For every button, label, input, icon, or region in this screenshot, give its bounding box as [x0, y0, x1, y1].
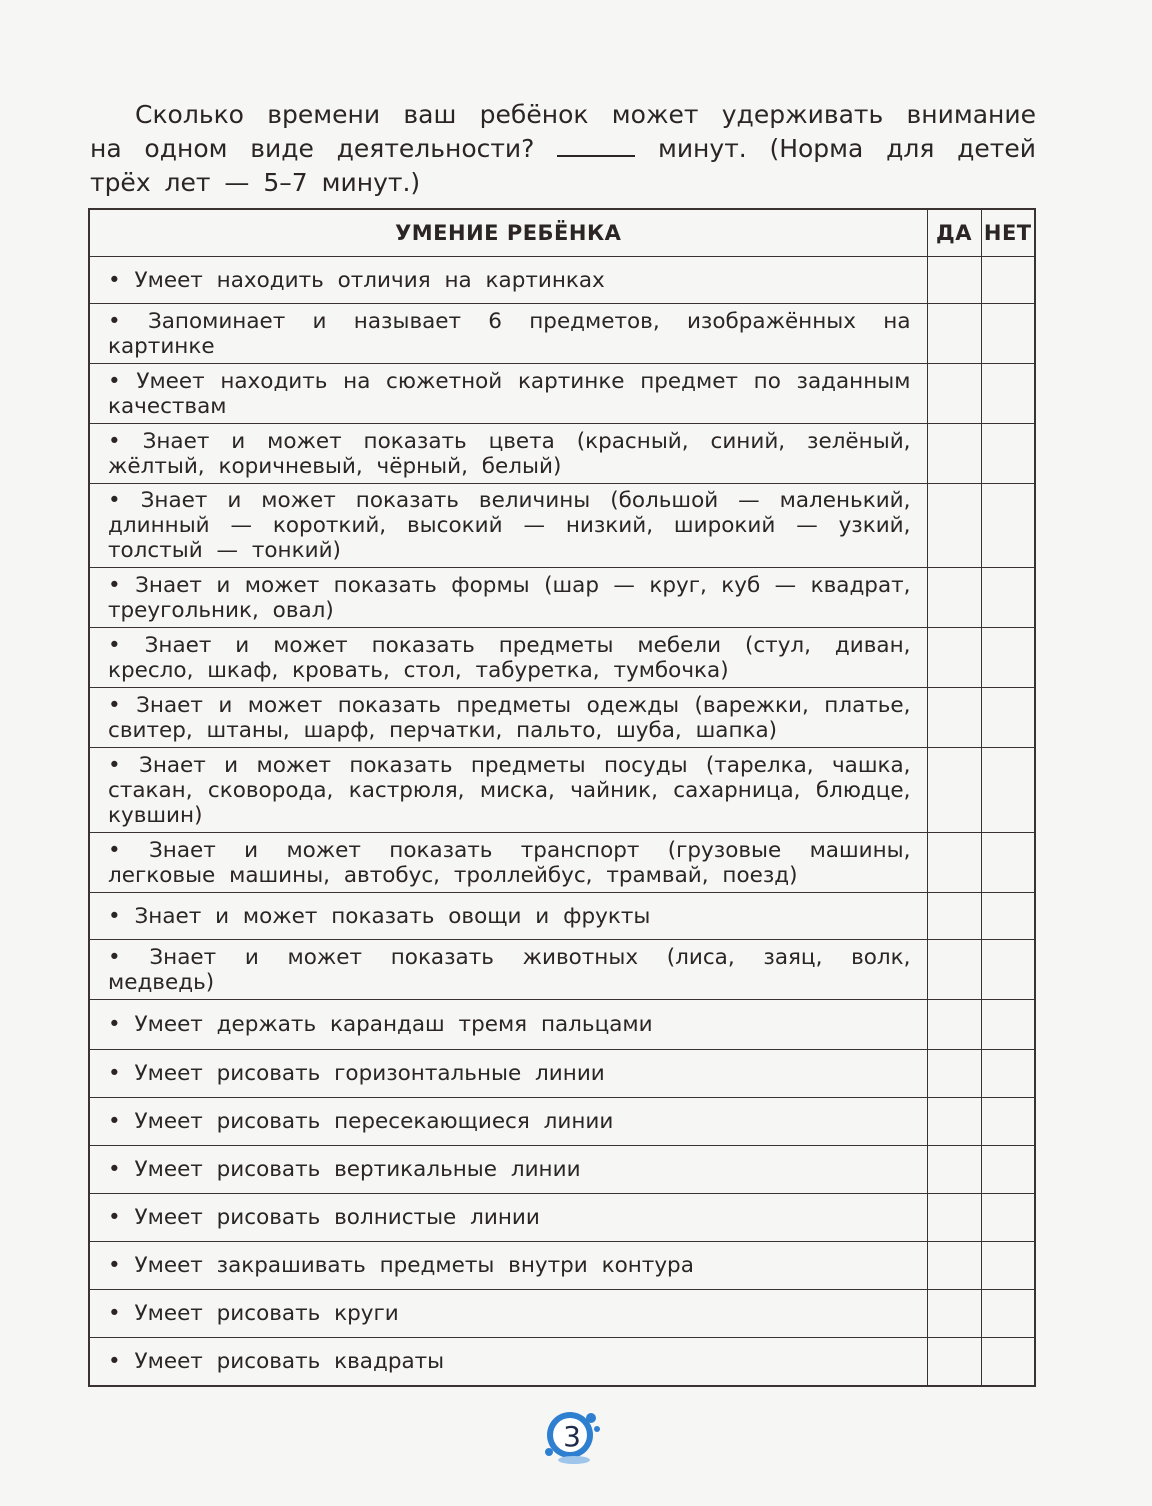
- table-row: [89, 893, 1035, 940]
- intro-line-2: [90, 132, 1036, 166]
- page-number: 3: [563, 1420, 581, 1453]
- table-row: [89, 568, 1035, 628]
- skill-text: • Умеет рисовать волнистые линии: [89, 1194, 927, 1242]
- table-row: [89, 628, 1035, 688]
- intro-line-1: Сколько времени ваш ребёнок может удерживать внимание: [135, 100, 1036, 129]
- yes-checkbox-cell[interactable]: [927, 1290, 981, 1338]
- header-skill: УМЕНИЕ РЕБЁНКА: [89, 209, 927, 257]
- yes-checkbox-cell[interactable]: [927, 1098, 981, 1146]
- no-checkbox-cell[interactable]: [981, 1050, 1035, 1098]
- skill-text: • Знает и может показать формы (шар — круг, куб — квадрат, треугольник, овал): [89, 568, 927, 628]
- no-checkbox-cell[interactable]: [981, 1338, 1035, 1386]
- yes-checkbox-cell[interactable]: [927, 1338, 981, 1386]
- skill-text: • Умеет находить на сюжетной картинке предмет по заданным качествам: [89, 364, 927, 424]
- table-row: [89, 833, 1035, 893]
- yes-checkbox-cell[interactable]: [927, 748, 981, 833]
- no-checkbox-cell[interactable]: [981, 257, 1035, 304]
- skills-table: [88, 208, 1036, 1387]
- table-row: [89, 1290, 1035, 1338]
- yes-checkbox-cell[interactable]: [927, 940, 981, 1000]
- yes-checkbox-cell[interactable]: [927, 484, 981, 568]
- yes-checkbox-cell[interactable]: [927, 1146, 981, 1194]
- table-row: [89, 257, 1035, 304]
- table-row: [89, 364, 1035, 424]
- yes-checkbox-cell[interactable]: [927, 568, 981, 628]
- no-checkbox-cell[interactable]: [981, 688, 1035, 748]
- no-checkbox-cell[interactable]: [981, 893, 1035, 940]
- skill-text: • Умеет закрашивать предметы внутри контура: [89, 1242, 927, 1290]
- skill-text: • Умеет рисовать горизонтальные линии: [89, 1050, 927, 1098]
- header-no: НЕТ: [981, 209, 1035, 257]
- no-checkbox-cell[interactable]: [981, 1000, 1035, 1050]
- skill-text: • Знает и может показать транспорт (грузовые машины, легковые машины, автобус, троллейбус, трамвай, поезд): [89, 833, 927, 893]
- yes-checkbox-cell[interactable]: [927, 1050, 981, 1098]
- yes-checkbox-cell[interactable]: [927, 628, 981, 688]
- table-row: [89, 1194, 1035, 1242]
- skill-text: • Умеет рисовать пересекающиеся линии: [89, 1098, 927, 1146]
- no-checkbox-cell[interactable]: [981, 484, 1035, 568]
- no-checkbox-cell[interactable]: [981, 748, 1035, 833]
- no-checkbox-cell[interactable]: [981, 628, 1035, 688]
- no-checkbox-cell[interactable]: [981, 304, 1035, 364]
- no-checkbox-cell[interactable]: [981, 1194, 1035, 1242]
- yes-checkbox-cell[interactable]: [927, 364, 981, 424]
- table-row: [89, 1098, 1035, 1146]
- table-row: [89, 304, 1035, 364]
- skill-text: • Знает и может показать предметы посуды (тарелка, чашка, стакан, сковорода, кастрюля, миска, чайник, сахарница, блюдце, кувшин): [89, 748, 927, 833]
- skill-text: • Запоминает и называет 6 предметов, изображённых на картинке: [89, 304, 927, 364]
- no-checkbox-cell[interactable]: [981, 833, 1035, 893]
- table-row: [89, 688, 1035, 748]
- table-row: [89, 484, 1035, 568]
- intro-line-2-end: минут. (Норма для детей: [657, 134, 1036, 163]
- yes-checkbox-cell[interactable]: [927, 1000, 981, 1050]
- no-checkbox-cell[interactable]: [981, 568, 1035, 628]
- skill-text: • Умеет находить отличия на картинках: [89, 257, 927, 304]
- no-checkbox-cell[interactable]: [981, 1290, 1035, 1338]
- minutes-blank-field[interactable]: [557, 135, 635, 157]
- table-row: [89, 940, 1035, 1000]
- intro-line-2-start: на одном виде деятельности?: [90, 134, 535, 163]
- table-row: [89, 1146, 1035, 1194]
- skill-text: • Знает и может показать овощи и фрукты: [89, 893, 927, 940]
- skill-text: • Знает и может показать величины (большой — маленький, длинный — короткий, высокий — низкий, широкий — узкий, толстый — тонкий): [89, 484, 927, 568]
- skill-text: • Знает и может показать цвета (красный, синий, зелёный, жёлтый, коричневый, чёрный, белый): [89, 424, 927, 484]
- yes-checkbox-cell[interactable]: [927, 257, 981, 304]
- table-row: [89, 1000, 1035, 1050]
- page-number-badge: [534, 1408, 610, 1466]
- intro-line-3: трёх лет — 5–7 минут.): [90, 168, 421, 197]
- header-yes: ДА: [927, 209, 981, 257]
- no-checkbox-cell[interactable]: [981, 940, 1035, 1000]
- no-checkbox-cell[interactable]: [981, 364, 1035, 424]
- skill-text: • Умеет держать карандаш тремя пальцами: [89, 1000, 927, 1050]
- table-header-row: [89, 209, 1035, 257]
- skill-text: • Умеет рисовать вертикальные линии: [89, 1146, 927, 1194]
- yes-checkbox-cell[interactable]: [927, 893, 981, 940]
- yes-checkbox-cell[interactable]: [927, 304, 981, 364]
- yes-checkbox-cell[interactable]: [927, 833, 981, 893]
- no-checkbox-cell[interactable]: [981, 1242, 1035, 1290]
- skill-text: • Знает и может показать предметы одежды (варежки, платье, свитер, штаны, шарф, перчатки, пальто, шуба, шапка): [89, 688, 927, 748]
- skill-text: • Умеет рисовать круги: [89, 1290, 927, 1338]
- table-row: [89, 748, 1035, 833]
- skill-text: • Знает и может показать предметы мебели (стул, диван, кресло, шкаф, кровать, стол, табуретка, тумбочка): [89, 628, 927, 688]
- table-row: [89, 424, 1035, 484]
- yes-checkbox-cell[interactable]: [927, 1194, 981, 1242]
- yes-checkbox-cell[interactable]: [927, 1242, 981, 1290]
- yes-checkbox-cell[interactable]: [927, 688, 981, 748]
- yes-checkbox-cell[interactable]: [927, 424, 981, 484]
- table-row: [89, 1050, 1035, 1098]
- no-checkbox-cell[interactable]: [981, 424, 1035, 484]
- skill-text: • Знает и может показать животных (лиса, заяц, волк, медведь): [89, 940, 927, 1000]
- intro-paragraph: [90, 98, 1036, 200]
- no-checkbox-cell[interactable]: [981, 1098, 1035, 1146]
- table-row: [89, 1242, 1035, 1290]
- no-checkbox-cell[interactable]: [981, 1146, 1035, 1194]
- table-row: [89, 1338, 1035, 1386]
- skill-text: • Умеет рисовать квадраты: [89, 1338, 927, 1386]
